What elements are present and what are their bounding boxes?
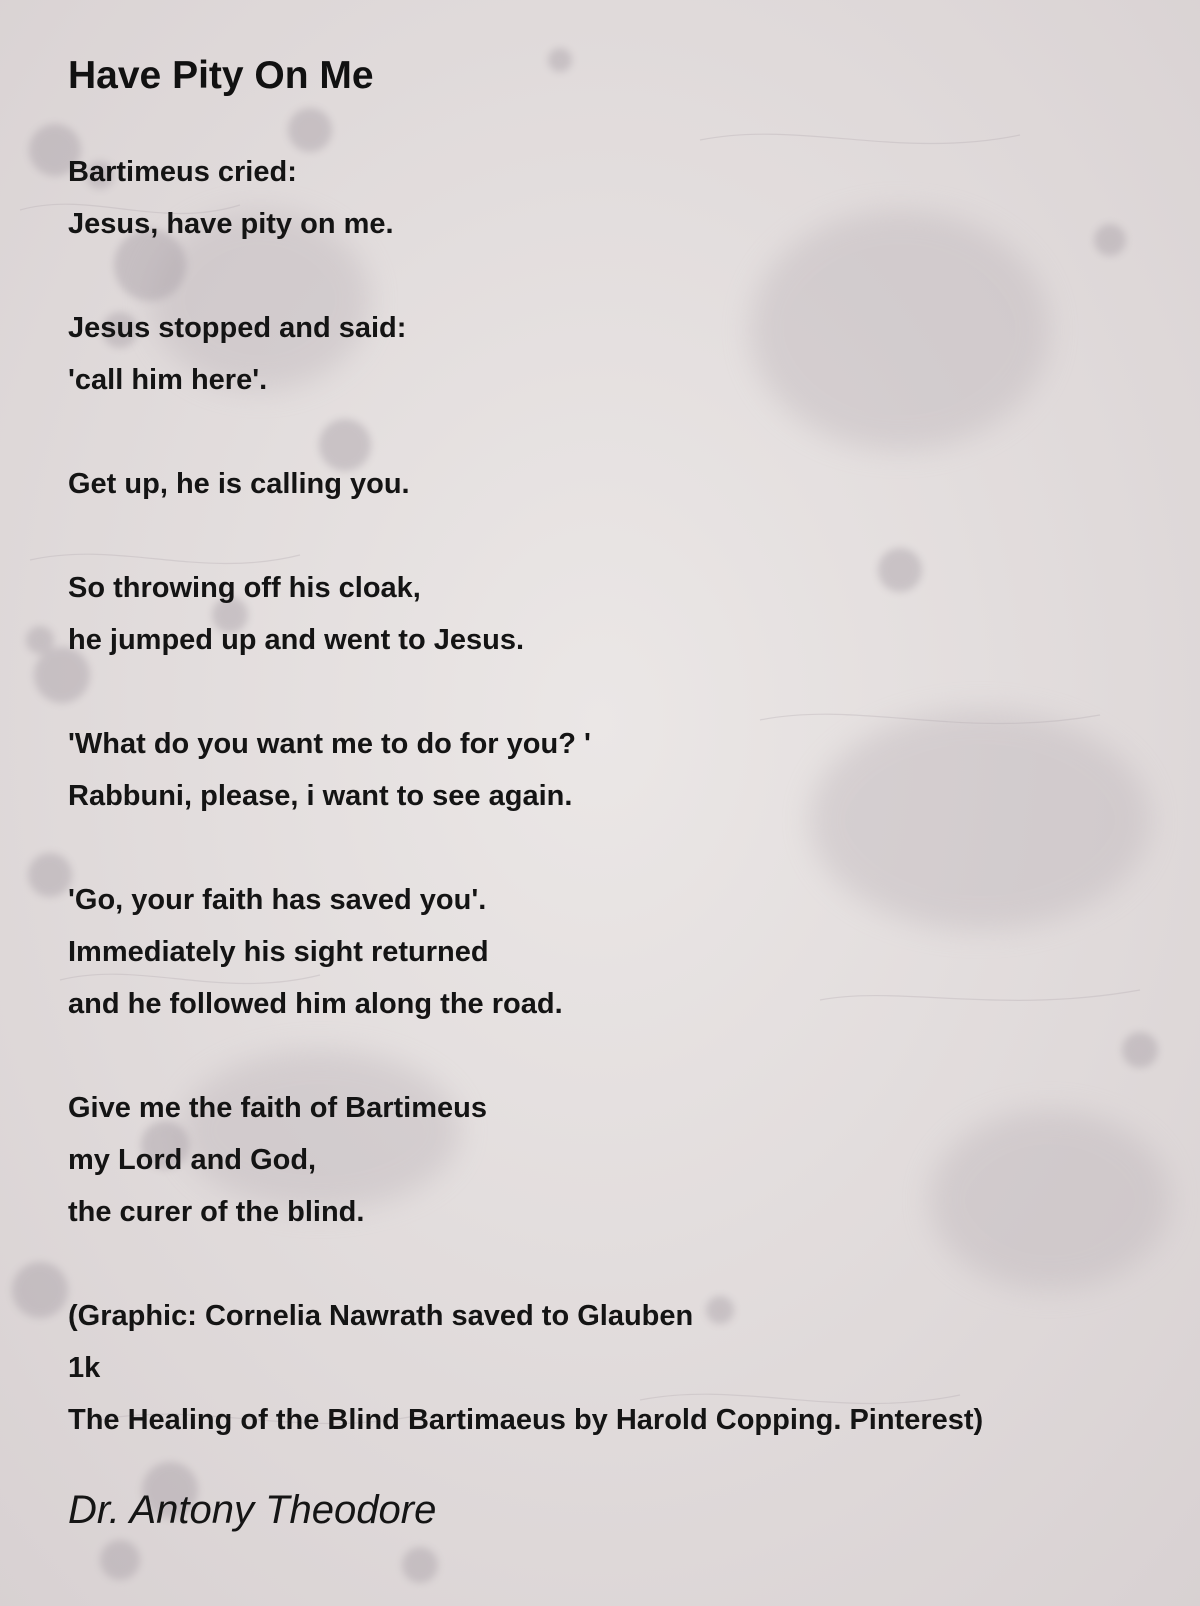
author-name: Dr. Antony Theodore — [68, 1488, 437, 1532]
poem-line: 'Go, your faith has saved you'. — [68, 884, 487, 916]
poem-body — [68, 146, 1168, 1446]
poem-line: Get up, he is calling you. — [68, 468, 410, 500]
poem-line: Rabbuni, please, i want to see again. — [68, 780, 573, 812]
stanza — [68, 302, 1168, 406]
stanza — [68, 458, 1168, 510]
poem-line: Immediately his sight returned — [68, 936, 489, 968]
poem-line: he jumped up and went to Jesus. — [68, 624, 524, 656]
poem-line: 'What do you want me to do for you? ' — [68, 728, 591, 760]
stanza — [68, 1082, 1168, 1238]
credit-line: 1k — [68, 1352, 101, 1384]
poem-title: Have Pity On Me — [68, 54, 374, 97]
poem-line: Bartimeus cried: — [68, 156, 297, 188]
stanza — [68, 562, 1168, 666]
credit-line: The Healing of the Blind Bartimaeus by Harold Copping. Pinterest) — [68, 1404, 984, 1436]
poem-line: and he followed him along the road. — [68, 988, 563, 1020]
poem-line: So throwing off his cloak, — [68, 572, 421, 604]
poem-line: Jesus, have pity on me. — [68, 208, 394, 240]
stanza — [68, 874, 1168, 1030]
poem-line: 'call him here'. — [68, 364, 268, 396]
poem-page — [68, 52, 1168, 1534]
poem-line: the curer of the blind. — [68, 1196, 365, 1228]
credit-line: (Graphic: Cornelia Nawrath saved to Glauben — [68, 1300, 694, 1332]
stanza — [68, 718, 1168, 822]
poem-line: Jesus stopped and said: — [68, 312, 407, 344]
stanza — [68, 146, 1168, 250]
stanza-credit — [68, 1290, 1168, 1446]
poem-line: my Lord and God, — [68, 1144, 317, 1176]
poem-line: Give me the faith of Bartimeus — [68, 1092, 487, 1124]
